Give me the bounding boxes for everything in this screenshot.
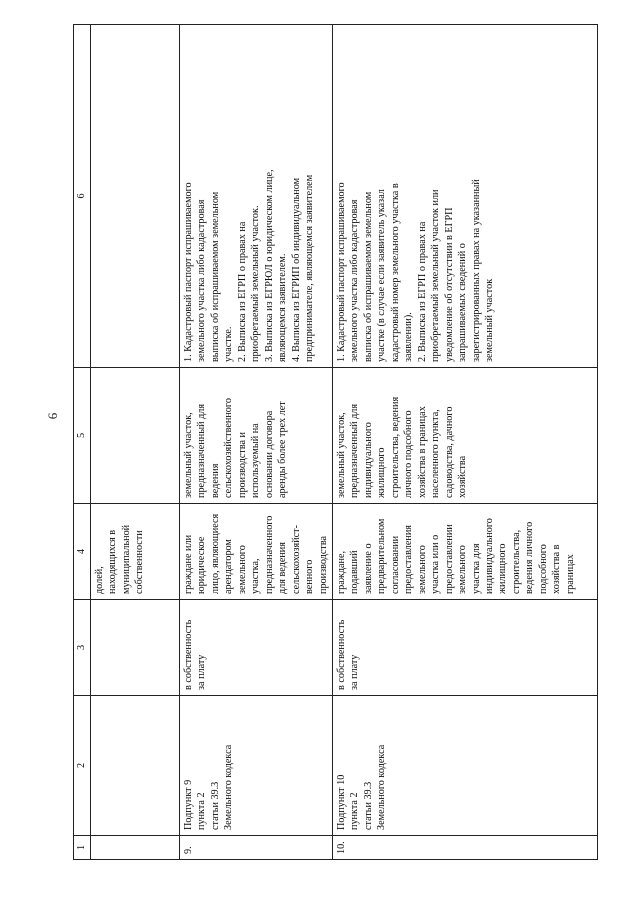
header-col-5: 5 — [74, 368, 91, 504]
land-plot-cell: земельный участок, предназначенный для индивидуального жилищного строительства, ведения личного подсобного хозяйства в границах населенного пункта, садоводства, дачного хозяйства — [332, 368, 597, 504]
header-col-6: 6 — [74, 25, 91, 368]
legal-basis-cell — [91, 696, 180, 836]
header-col-1: 1 — [74, 836, 91, 860]
applicant-cell: долей, находящихся в муниципальной собственности — [91, 504, 180, 600]
page-number: 6 — [45, 412, 60, 420]
table-row — [180, 25, 333, 860]
legal-basis-cell: Подпункт 9 пункта 2 статьи 39.3 Земельного кодекса — [180, 696, 333, 836]
table-row — [332, 25, 597, 860]
row-number-cell — [91, 836, 180, 860]
header-col-4: 4 — [74, 504, 91, 600]
land-plot-cell — [91, 368, 180, 504]
row-number-cell: 9. — [180, 836, 333, 860]
right-type-cell — [91, 600, 180, 696]
legal-basis-cell: Подпункт 10 пункта 2 статьи 39.3 Земельного кодекса — [332, 696, 597, 836]
table-row — [91, 25, 180, 860]
land-plot-table — [73, 24, 598, 860]
documents-cell: 1. Кадастровый паспорт испрашиваемого земельного участка либо кадастровая выписка об испрашиваемом земельном участке (в случае если заявитель указал кадастровый номер земельного участка в заявлении). 2. Выписка из ЕГРП о правах на приобретаемый земельный участок или уведомление об отсутствии в ЕГРП запрашиваемых сведений о зарегистрированных правах на указанный земельный участок — [332, 25, 597, 368]
table-header-row — [74, 25, 91, 860]
documents-cell: 1. Кадастровый паспорт испрашиваемого земельного участка либо кадастровая выписка об испрашиваемом земельном участке. 2. Выписка из ЕГРП о правах на приобретаемый земельный участок. 3. Выписка из ЕГРЮЛ о юридическом лице, являющемся заявителем. 4. Выписка из ЕГРИП об индивидуальном предпринимателе, являющемся заявителем — [180, 25, 333, 368]
right-type-cell: в собственность за плату — [180, 600, 333, 696]
header-col-3: 3 — [74, 600, 91, 696]
land-plot-cell: земельный участок, предназначенный для ведения сельскохозяйственного производства и используемый на основании договора аренды более трех лет — [180, 368, 333, 504]
applicant-cell: граждане, подавший заявление о предварительном согласовании предоставления земельного участка или о предоставлении земельного участка для индивидуального жилищного строительства, ведения личного подсобного хозяйства в границах — [332, 504, 597, 600]
row-number-cell: 10. — [332, 836, 597, 860]
rotated-table-wrapper — [73, 25, 587, 860]
right-type-cell: в собственность за плату — [332, 600, 597, 696]
applicant-cell: граждане или юридическое лицо, являющиеся арендатором земельного участка, предназначенного для ведения сельскохозяйст- венного производства — [180, 504, 333, 600]
documents-cell — [91, 25, 180, 368]
header-col-2: 2 — [74, 696, 91, 836]
